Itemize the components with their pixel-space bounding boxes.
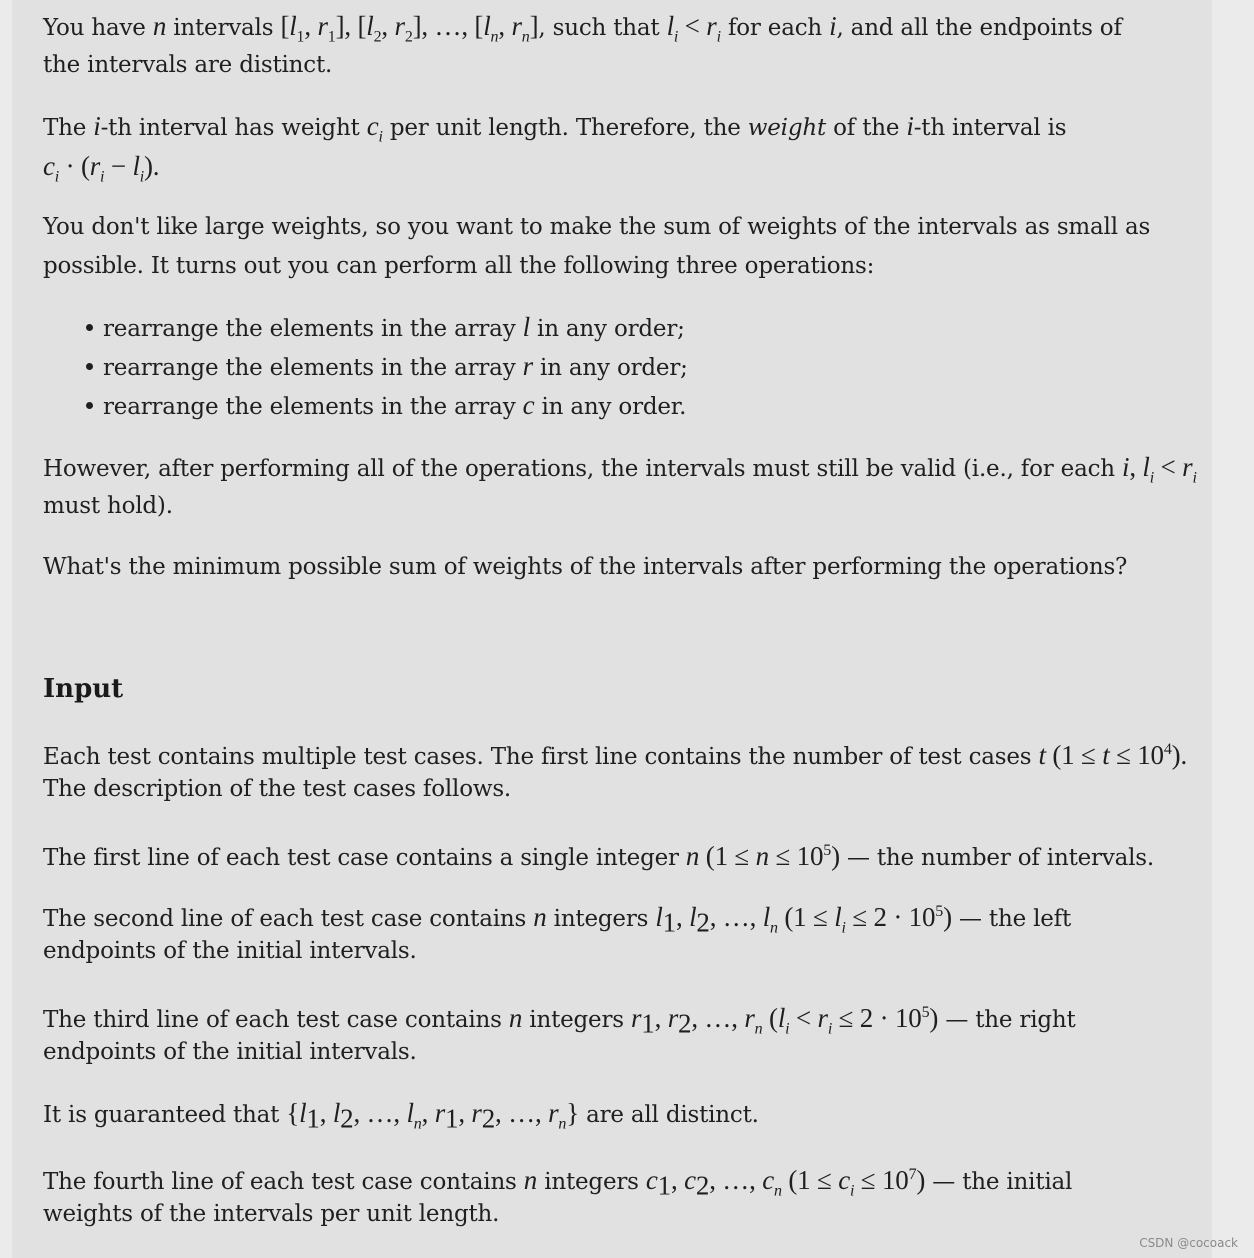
bullet-dot bbox=[86, 402, 93, 409]
input-paragraph-3-line-2: endpoints of the initial intervals. bbox=[43, 938, 417, 964]
operation-list-item: rearrange the elements in the array l in any order; bbox=[103, 312, 685, 342]
watermark: CSDN @cocoack bbox=[1139, 1236, 1238, 1250]
statement-paragraph-2-line-1: The i-th interval has weight $c_i$ per unit length. Therefore, the weight of the i-th interval is bbox=[43, 111, 1067, 146]
input-paragraph-6-line-1: The fourth line of each test case contains n integers $c_1$, $c_2$, …, $c_n$ $(1 \le c_i \le 10^7)$ — the initial bbox=[43, 1165, 1073, 1201]
statement-paragraph-1-line-2: the intervals are distinct. bbox=[43, 52, 333, 78]
bullet-dot bbox=[86, 324, 93, 331]
input-paragraph-1-line-2: The description of the test cases follows. bbox=[43, 776, 512, 802]
operation-list-item: rearrange the elements in the array c in any order. bbox=[103, 390, 687, 420]
input-paragraph-1-line-1: Each test contains multiple test cases. The first line contains the number of test cases t $(1 \le t \le 10^4)$. bbox=[43, 740, 1187, 770]
operation-list-item: rearrange the elements in the array r in any order; bbox=[103, 351, 688, 381]
statement-paragraph-3-line-2: possible. It turns out you can perform all the following three operations: bbox=[43, 253, 875, 279]
statement-paragraph-5: What's the minimum possible sum of weights of the intervals after performing the operations? bbox=[43, 554, 1128, 580]
input-paragraph-6-line-2: weights of the intervals per unit length. bbox=[43, 1201, 500, 1227]
bullet-dot bbox=[86, 363, 93, 370]
statement-paragraph-4-line-2: must hold). bbox=[43, 493, 173, 519]
statement-paragraph-3-line-1: You don't like large weights, so you want to make the sum of weights of the intervals as small as bbox=[43, 214, 1151, 240]
statement-paragraph-4-line-1: However, after performing all of the operations, the intervals must still be valid (i.e., for each i, $l_i < r_i$ bbox=[43, 452, 1197, 487]
section-heading-input: Input bbox=[43, 674, 124, 704]
statement-paragraph-2-line-2: $c_i \cdot (r_i - l_i)$. bbox=[43, 151, 160, 186]
input-paragraph-4-line-1: The third line of each test case contains n integers $r_1$, $r_2$, …, $r_n$ $(l_i < r_i \le 2 \cdot 10^5)$ — the right bbox=[43, 1003, 1076, 1039]
input-paragraph-4-line-2: endpoints of the initial intervals. bbox=[43, 1039, 417, 1065]
input-paragraph-3-line-1: The second line of each test case contains n integers $l_1$, $l_2$, …, $l_n$ $(1 \le l_i \le 2 \cdot 10^5)$ — the left bbox=[43, 902, 1072, 938]
input-paragraph-2: The first line of each test case contains a single integer n $(1 \le n \le 10^5)$ — the number of intervals. bbox=[43, 841, 1154, 871]
input-paragraph-5: It is guaranteed that {$l_1$, $l_2$, …, $l_n$, $r_1$, $r_2$, …, $r_n$} are all distinct. bbox=[43, 1098, 759, 1134]
problem-page bbox=[12, 0, 1212, 1258]
statement-paragraph-1-line-1: You have n intervals [$l_1$, $r_1$], [$l_2$, $r_2$], …, [$l_n$, $r_n$], such that $l_i < r_i$ for each i, and all the endpoints of bbox=[43, 11, 1122, 46]
